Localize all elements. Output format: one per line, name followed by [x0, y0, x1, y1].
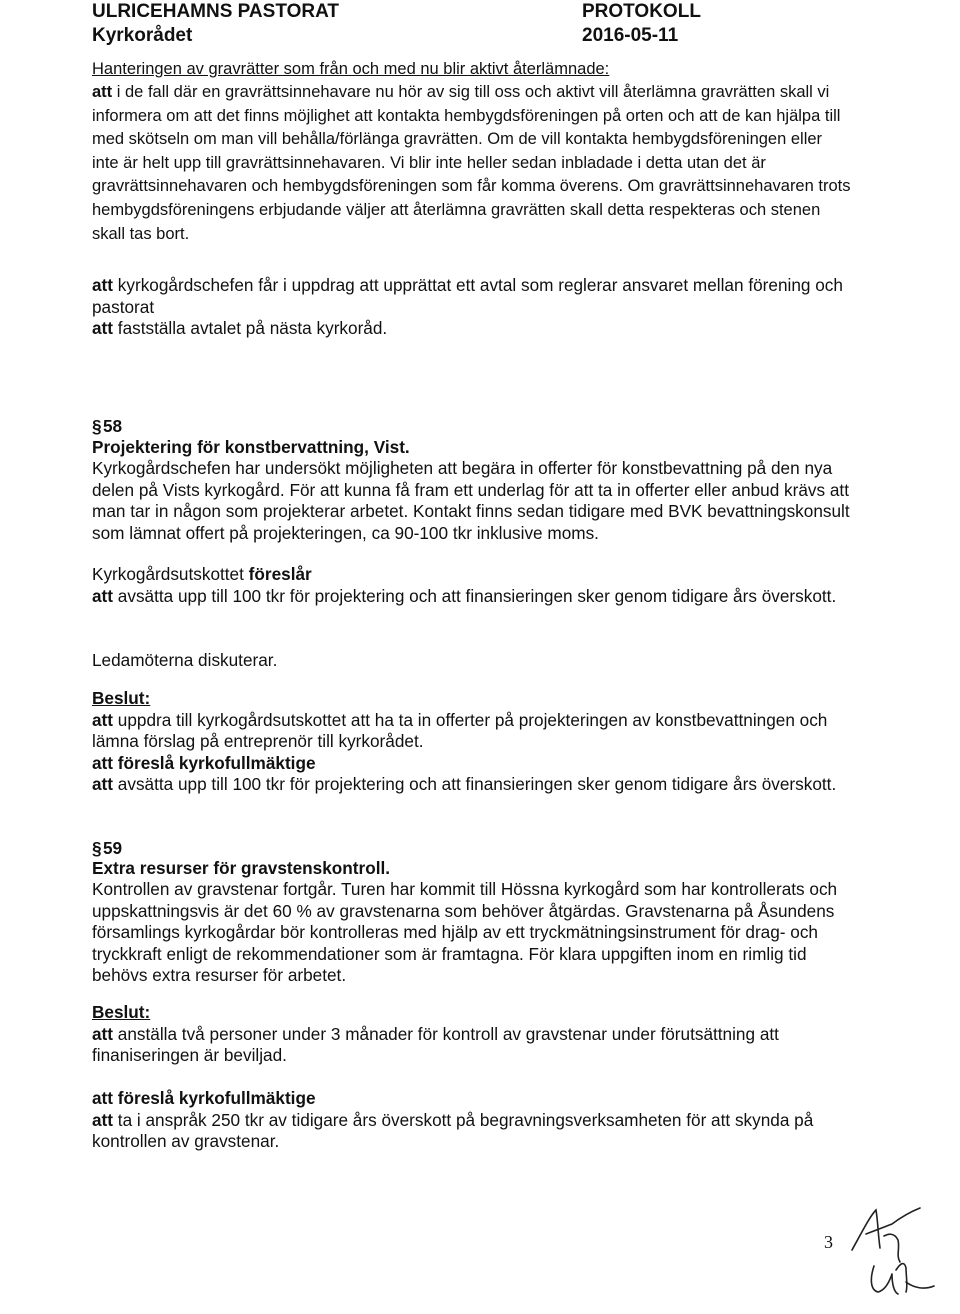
section-58-title: Projektering för konstbervattning, Vist. [92, 437, 410, 457]
decision-text-1: anställa två personer under 3 månader för kontroll av gravstenar under förutsättning att finaniseringen är beviljad. [92, 1023, 779, 1065]
decision-text-2: ta i anspråk 250 tkr av tidigare års överskott på begravningsverksamheten för att skynda på kontrollen av gravstenar. [92, 1109, 814, 1151]
handwritten-initials-signature [848, 1204, 938, 1304]
section-58-discussion: Ledamöterna diskuterar. [92, 650, 278, 670]
org-name: ULRICEHAMNS PASTORAT [92, 1, 339, 22]
section-58-decision [92, 688, 862, 796]
handling-text-3: fastställa avtalet på nästa kyrkoråd. [113, 318, 388, 338]
propose-council: att föreslå kyrkofullmäktige [92, 752, 316, 773]
handling-heading-text: Hanteringen av gravrätter som från och med nu blir aktivt återlämnade: [92, 60, 610, 78]
body-name: Kyrkorådet [92, 25, 193, 46]
section-58-proposal [92, 564, 862, 607]
doc-date: 2016-05-11 [582, 25, 679, 46]
att-keyword: att [92, 774, 114, 794]
doc-type: PROTOKOLL [582, 1, 701, 22]
handling-heading [92, 58, 852, 82]
section-58-intro: Kyrkogårdschefen har undersökt möjligheten att begära in offerter för konstbevattning på den nya delen på Vists kyrkogård. För att kunna få fram ett underlag för att ta in offerter eller anbud krävs att man tar in någon som projekterar arbetet. Kontakt finns sedan tidigare med BVK bevattningskonsult som lämnat offert på projekteringen, ca 90-100 tkr inklusive moms. [92, 458, 850, 543]
att-keyword: att [92, 1109, 114, 1130]
handling-text-1: i de fall där en gravrättsinnehavare nu hör av sig till oss och aktivt vill återlämna gravrätten skall vi informera om att det finns möjlighet att kontakta hembygdsföreningen på orten och att de kan hjälpa till med skötseln om man vill behålla/förlänga gravrätten. Om de vill kontakta hembygdsföreningen eller inte är helt upp till gravrättsinnehavaren. Vi blir inte heller sedan inbladade i detta utan det är gravrättsinnehavaren och hembygdsföreningen som får komma överens. Om gravrättsinnehavaren trots hembygdsföreningens erbjudande väljer att återlämna gravrätten skall detta respekteras och stenen skall tas bort. [92, 83, 851, 243]
section-59-title: Extra resurser för gravstenskontroll. [92, 858, 391, 878]
att-keyword: att [92, 275, 114, 295]
decision-text-2: avsätta upp till 100 tkr för projektering och att finansieringen sker genom tidigare års överskott. [113, 774, 837, 794]
att-keyword: att [92, 1023, 114, 1044]
section-59-intro: Kontrollen av gravstenar fortgår. Turen har kommit till Hössna kyrkogård som har kontrollerats och uppskattningsvis är det 60 % av gravstenarna som behöver åtgärdas. Gravstenarna på Åsundens församlings kyrkogårdar bör kontrolleras med hjälp av ett tryckmätningsinstrument för drag- och tryckkraft enligt de rekommendationer som är framtagna. För klara uppgiften inom en rimlig tid behövs extra resurser för arbetet. [92, 879, 838, 985]
page-header-left [92, 0, 339, 48]
att-keyword: att [92, 709, 114, 730]
page-number: 3 [824, 1232, 833, 1252]
handling-paragraph [92, 81, 852, 246]
propose-council: att föreslå kyrkofullmäktige [92, 1088, 316, 1108]
page-header-right [582, 0, 701, 48]
section-59-decision [92, 1002, 862, 1067]
handling-text-2: kyrkogårdschefen får i uppdrag att upprättat ett avtal som reglerar ansvaret mellan förening och pastorat [92, 275, 843, 317]
section-59-number: § 59 [92, 838, 123, 858]
att-keyword: att [92, 585, 114, 606]
decision-label: Beslut: [92, 1002, 151, 1022]
handling-agreement [92, 275, 862, 340]
section-58-number: § 58 [92, 416, 123, 436]
decision-text-1: uppdra till kyrkogårdsutskottet att ha ta in offerter på projekteringen av konstbevattningen och lämna förslag på entreprenör till kyrkorådet. [92, 709, 828, 751]
proposer: Kyrkogårdsutskottet [92, 564, 249, 584]
att-keyword: att [92, 318, 114, 338]
proposes-word: föreslår [248, 564, 312, 584]
decision-label: Beslut: [92, 688, 151, 708]
section-59-council [92, 1088, 862, 1153]
att-keyword: att [92, 83, 113, 101]
proposal-text: avsätta upp till 100 tkr för projektering och att finansieringen sker genom tidigare års överskott. [113, 585, 837, 606]
